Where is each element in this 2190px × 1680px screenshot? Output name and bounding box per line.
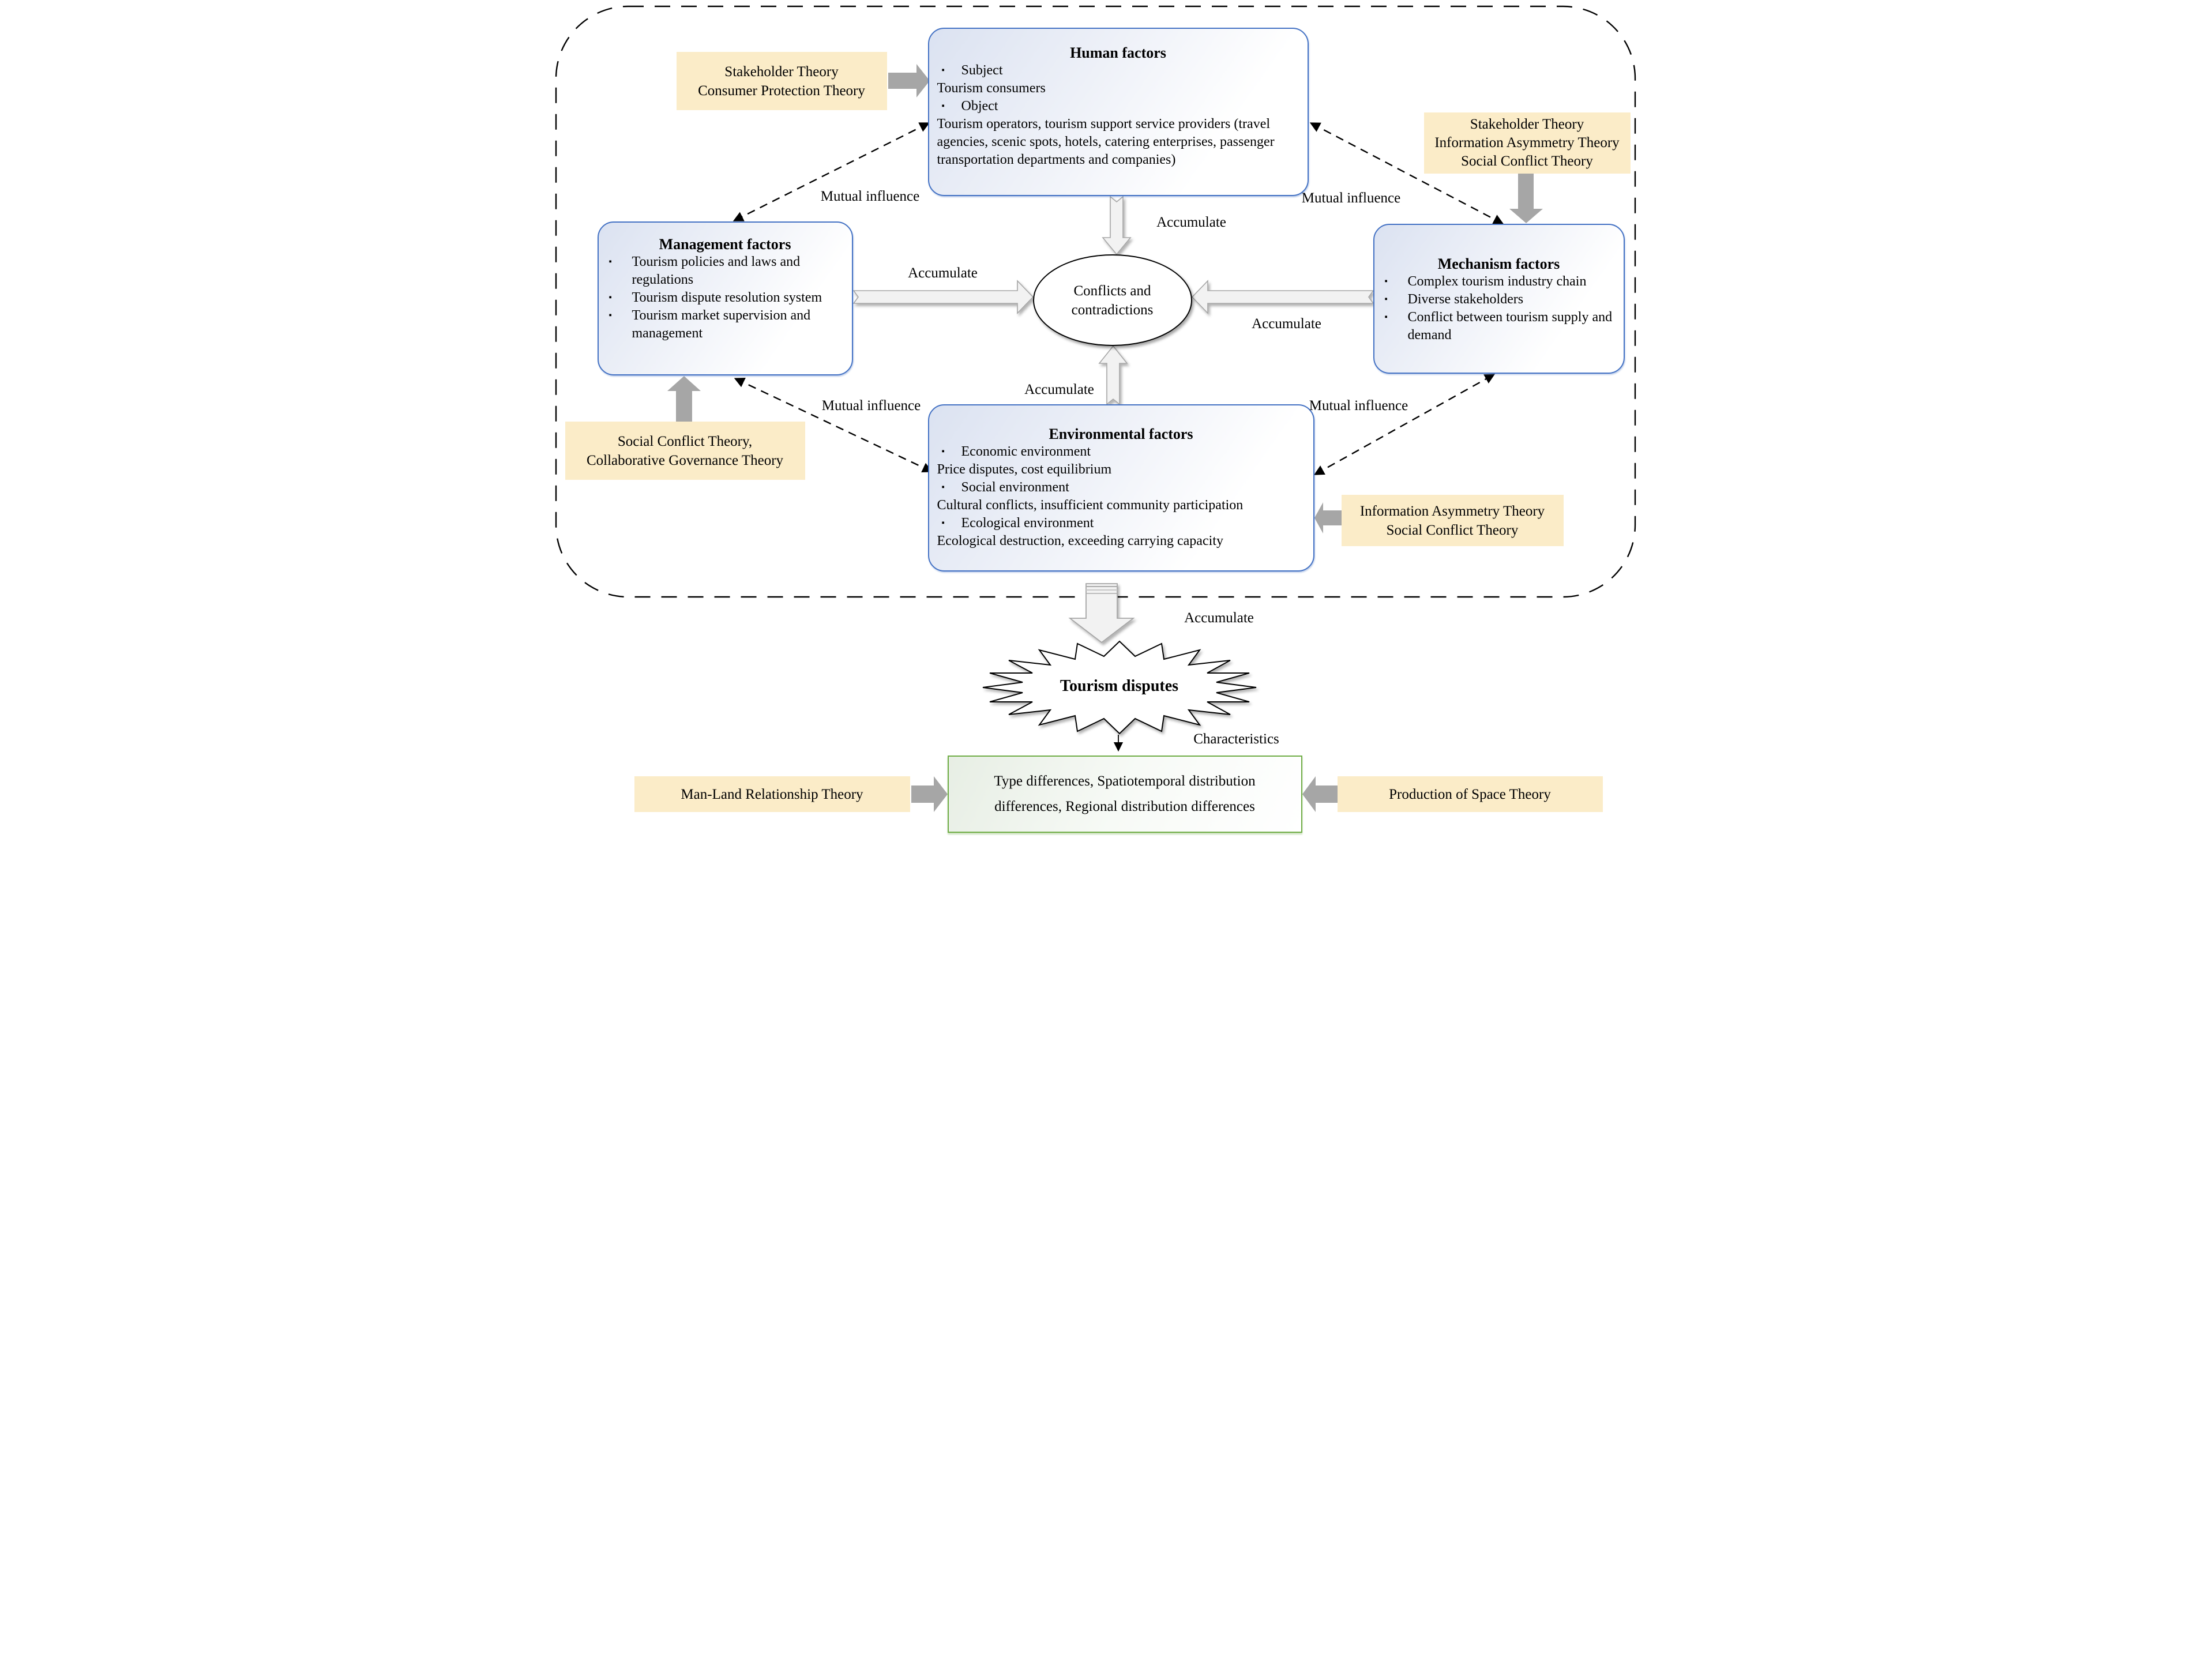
mutual-influence-label-top-right: Mutual influence (1301, 190, 1401, 206)
list-item-text: Subject (961, 63, 1003, 78)
list-item-text: Ecological destruction, exceeding carrying capacity (937, 533, 1223, 548)
box-title: Mechanism factors (1437, 255, 1560, 272)
bullet-icon: ▪ (941, 102, 945, 111)
ellipse-text-line: contradictions (1071, 302, 1154, 318)
human-factors-box (928, 28, 1309, 196)
theory-box-stakeholder-information-social (1424, 112, 1631, 174)
list-item-text: Object (961, 99, 998, 114)
box-title: Environmental factors (1049, 426, 1193, 442)
theory-line: Stakeholder Theory (724, 63, 839, 80)
arrow-theory-to-environmental (1314, 502, 1342, 533)
theory-line: Man-Land Relationship Theory (681, 786, 863, 802)
bullet-icon: ▪ (1384, 295, 1388, 304)
theory-line: Social Conflict Theory, (617, 433, 753, 449)
accumulate-label-right: Accumulate (1252, 316, 1321, 332)
theory-line: Stakeholder Theory (1470, 116, 1584, 132)
list-item-text: Tourism dispute resolution system (632, 290, 822, 305)
accumulate-arrow-mechanism-to-conflicts (1192, 281, 1373, 313)
accumulate-arrow-to-disputes (1070, 584, 1133, 642)
list-item-text: Tourism market supervision and management (632, 308, 811, 341)
list-item-text: Economic environment (961, 444, 1091, 459)
mutual-influence-arrow-top-left (735, 123, 928, 220)
accumulate-arrow-management-to-conflicts (854, 281, 1033, 313)
theory-line: Production of Space Theory (1389, 786, 1551, 802)
theory-line: Information Asymmetry Theory (1434, 135, 1620, 151)
mutual-influence-label-top-left: Mutual influence (820, 189, 920, 204)
bullet-icon: ▪ (608, 293, 612, 302)
accumulate-arrow-environment-to-conflicts (1099, 346, 1127, 404)
bullet-icon: ▪ (1384, 277, 1388, 286)
list-item-text: Price disputes, cost equilibrium (937, 462, 1112, 477)
list-item-text: Tourism consumers (937, 81, 1046, 96)
accumulate-label-top: Accumulate (1156, 215, 1226, 230)
list-item-text: Tourism policies and laws and regulations (632, 254, 801, 287)
list-item-text: Tourism operators, tourism support service providers (travel agencies, scenic spots, hotels, catering enterprises, passenger transportation departments and companies) (937, 116, 1275, 167)
bullet-icon: ▪ (941, 518, 945, 528)
accumulate-label-disputes: Accumulate (1184, 610, 1254, 626)
accumulate-arrow-human-to-conflicts (1103, 197, 1130, 254)
bullet-icon: ▪ (1384, 313, 1388, 322)
characteristics-label: Characteristics (1193, 731, 1279, 747)
theory-line: Social Conflict Theory (1461, 153, 1593, 169)
management-factors-box (598, 221, 853, 375)
theory-box-man-land (634, 776, 910, 812)
bullet-icon: ▪ (941, 483, 945, 492)
outcome-differences-box (948, 756, 1302, 833)
ellipse-text-line: Conflicts and (1073, 283, 1151, 299)
theory-box-social-collaborative (565, 422, 805, 480)
list-item-text: Conflict between tourism supply and demand (1407, 310, 1613, 343)
bullet-icon: ▪ (941, 447, 945, 456)
arrow-theory-to-human (888, 64, 930, 97)
tourism-disputes-label: Tourism disputes (1060, 677, 1179, 695)
theory-box-stakeholder-consumer (677, 52, 887, 110)
list-item-text: Cultural conflicts, insufficient community participation (937, 498, 1244, 513)
list-item-text: Social environment (961, 480, 1069, 495)
theory-line: Collaborative Governance Theory (586, 452, 784, 468)
accumulate-label-left: Accumulate (908, 265, 978, 281)
box-title: Human factors (1070, 44, 1166, 61)
mutual-influence-arrow-bottom-right (1316, 375, 1493, 474)
outcome-text: Type differences, Spatiotemporal distribution differences, Regional distribution differences (994, 773, 1256, 814)
arrow-space-to-outcome (1302, 776, 1338, 812)
mechanism-factors-box (1373, 224, 1625, 374)
theory-box-information-social (1342, 495, 1564, 546)
arrow-theory-to-management (667, 376, 701, 422)
bullet-icon: ▪ (941, 66, 945, 75)
bullet-icon: ▪ (608, 311, 612, 320)
accumulate-label-bottom: Accumulate (1024, 382, 1094, 397)
tourism-disputes-framework-diagram (547, 0, 1643, 841)
list-item-text: Diverse stakeholders (1407, 292, 1524, 307)
bullet-icon: ▪ (608, 257, 612, 266)
theory-box-production-of-space (1338, 776, 1603, 812)
theory-line: Consumer Protection Theory (698, 82, 865, 99)
conflicts-contradictions-ellipse (1033, 254, 1192, 346)
list-item-text: Complex tourism industry chain (1407, 274, 1587, 289)
theory-line: Information Asymmetry Theory (1359, 503, 1545, 519)
box-title: Management factors (659, 236, 791, 253)
theory-line: Social Conflict Theory (1386, 522, 1519, 538)
mutual-influence-label-bottom-right: Mutual influence (1309, 398, 1408, 414)
arrow-theory-to-mechanism (1509, 174, 1543, 223)
arrow-manland-to-outcome (911, 776, 948, 812)
mutual-influence-label-bottom-left: Mutual influence (821, 398, 921, 414)
list-item-text: Ecological environment (961, 516, 1094, 531)
environmental-factors-box (928, 404, 1314, 572)
